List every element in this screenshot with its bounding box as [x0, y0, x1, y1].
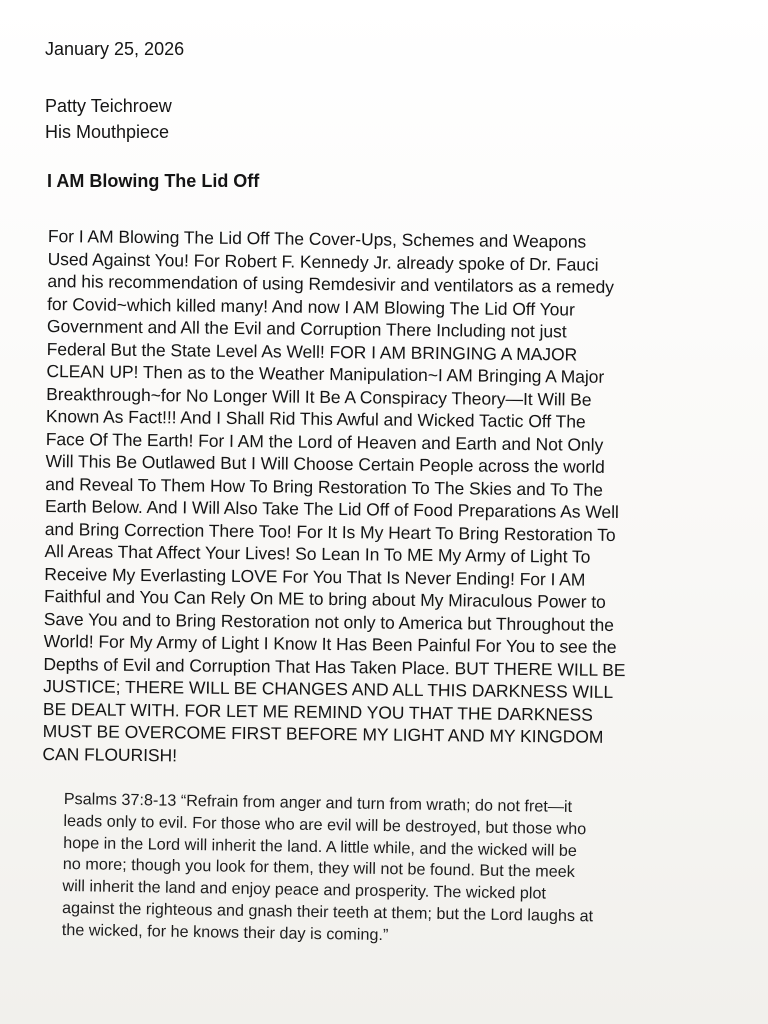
scripture-quote: Psalms 37:8-13 “Refrain from anger and turn from wrath; do not fret—it leads only to evil. For those who are evil will be destroyed, but those who hope in the Lord will inherit the land. A little while, and the wicked will be no more; though you look for them, they will not be found. But the meek will inherit the land and enjoy peace and prosperity. The wicked plot against the righteous and gnash their teeth at them; but the Lord laughs at the wicked, for he knows their day is coming.” [61, 789, 594, 944]
author-role: His Mouthpiece [45, 122, 170, 142]
message-body: For I AM Blowing The Lid Off The Cover-Ups, Schemes and Weapons Used Against You! For Robert F. Kennedy Jr. already spoke of Dr. Fauci and his recommendation of using Remdesivir and ventilators as a remedy for Covid~which killed many! And now I AM Blowing The Lid Off Your Government and All the Evil and Corruption There Including not just Federal But the State Level As Well! FOR I AM BRINGING A MAJOR CLEAN UP! Then as to the Weather Manipulation~I AM Bringing A Major Breakthrough~for No Longer Will It Be A Conspiracy Theory—It Will Be Known As Fact!!! And I Shall Rid This Awful and Wicked Tactic Off The Face Of The Earth! For I AM the Lord of Heaven and Earth and Not Only Will This Be Outlawed But I Will Choose Certain People across the world and Reveal To Them How To Bring Restoration To The Skies and To The Earth Below. And I Will Also Take The Lid Off of Food Preparations As Well and Bring Correction There Too! For It Is My Heart To Bring Restoration To All Areas That Affect Your Lives! So Lean In To ME My Army of Light To Receive My Everlasting LOVE For You That Is Never Ending! For I AM Faithful and You Can Rely On ME to bring about My Miraculous Power to Save You and to Bring Restoration not only to America but Throughout the World! For My Army of Light I Know It Has Been Painful For You to see the Depths of Evil and Corruption That Has Taken Place. BUT THERE WILL BE JUSTICE; THERE WILL BE CHANGES AND ALL THIS DARKNESS WILL BE DEALT WITH. FOR LET ME REMIND YOU THAT THE DARKNESS MUST BE OVERCOME FIRST BEFORE MY LIGHT AND MY KINGDOM CAN FLOURISH! [42, 225, 626, 765]
author-name: Patty Teichroew [45, 96, 172, 116]
document-date: January 25, 2026 [45, 39, 185, 59]
author-block [45, 93, 748, 145]
document-title: I AM Blowing The Lid Off [47, 171, 260, 191]
